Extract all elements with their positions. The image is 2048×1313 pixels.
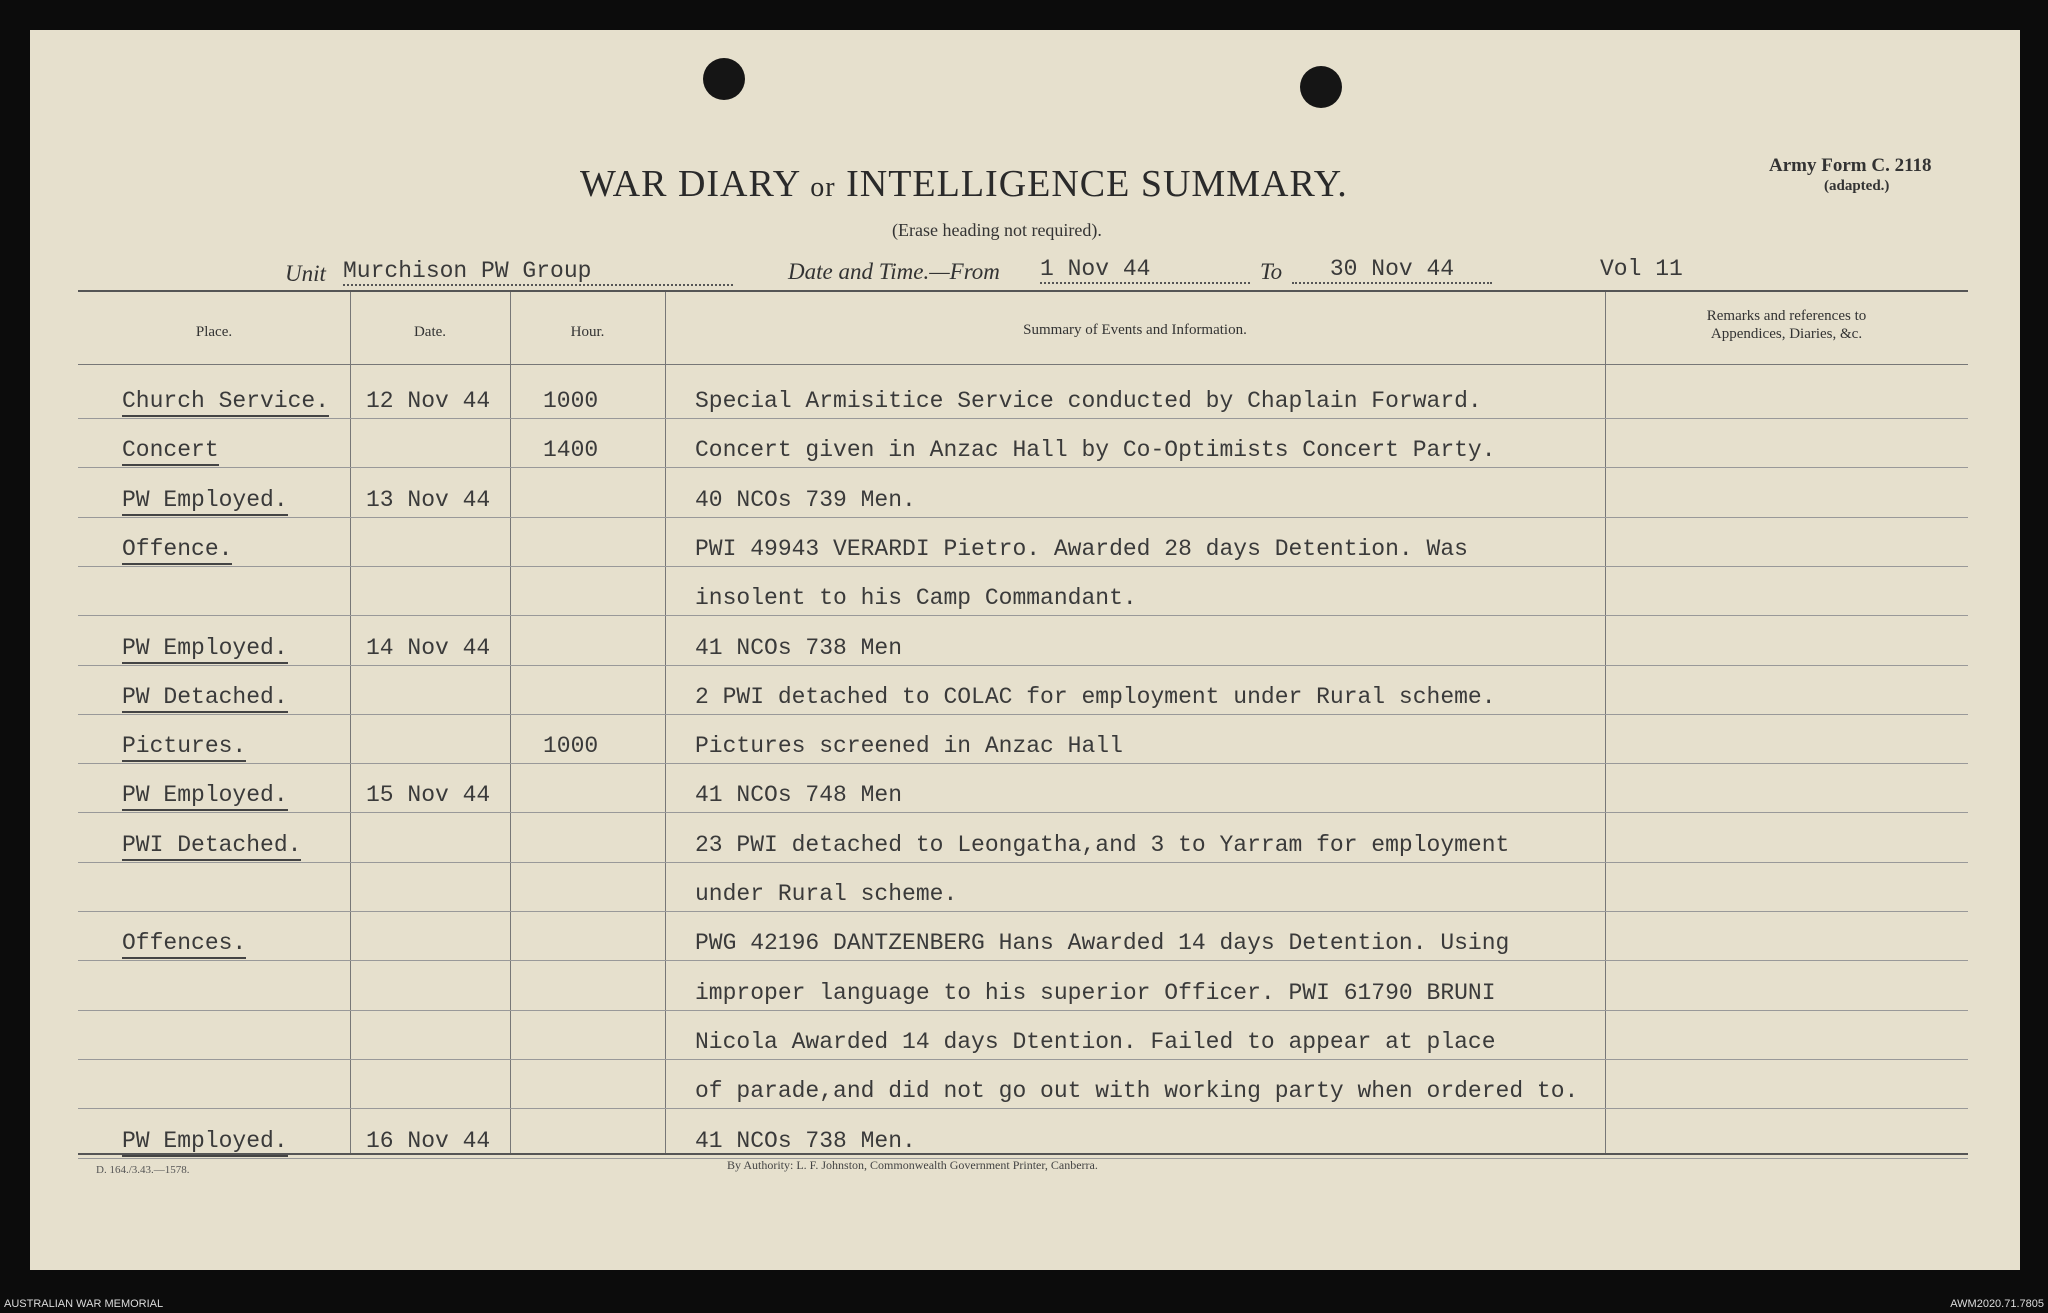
date-cell (366, 1128, 490, 1154)
col-divider-3 (665, 292, 666, 1153)
place-cell-text: PW Detached. (122, 684, 288, 713)
summary-cell-text: 41 NCOs 738 Men (695, 635, 903, 661)
summary-cell (695, 487, 916, 513)
row-rule (78, 517, 1968, 518)
row-rule (78, 1010, 1968, 1011)
col-header-date: Date. (413, 324, 447, 340)
summary-cell (695, 536, 1468, 562)
row-rule (78, 615, 1968, 616)
col-divider-4 (1605, 292, 1606, 1153)
footer-archive-right: AWM2020.71.7805 (1950, 1298, 2044, 1310)
date-cell-text: 13 Nov 44 (366, 487, 491, 513)
col-divider-2 (510, 292, 511, 1153)
summary-cell-text: 41 NCOs 748 Men (695, 782, 903, 808)
document-page (30, 30, 2020, 1270)
place-cell (122, 487, 288, 513)
summary-cell-text: under Rural scheme. (695, 881, 958, 907)
place-cell (122, 388, 329, 414)
row-rule (78, 566, 1968, 567)
hour-cell (543, 388, 598, 414)
date-cell-text: 14 Nov 44 (366, 635, 491, 661)
date-label: Date and Time.—From (788, 259, 1000, 284)
place-cell-text: Pictures. (122, 733, 246, 762)
place-cell-text: Concert (122, 437, 219, 466)
summary-cell (695, 930, 1509, 956)
army-form: Army Form C. 2118 (1769, 155, 1932, 176)
place-cell (122, 684, 288, 710)
date-cell-text: 12 Nov 44 (366, 388, 491, 414)
summary-cell (695, 1078, 1578, 1104)
hour-cell-text: 1000 (543, 733, 599, 759)
col-header-hour: Hour. (570, 324, 605, 340)
date-cell (366, 388, 490, 414)
place-cell-text: Offences. (122, 930, 246, 959)
summary-cell (695, 388, 1482, 414)
row-rule (78, 960, 1968, 961)
place-cell (122, 733, 246, 759)
place-cell (122, 782, 288, 808)
place-cell (122, 930, 246, 956)
footer-authority: By Authority: L. F. Johnston, Commonwealth Government Printer, Canberra. (727, 1158, 1098, 1172)
row-rule (78, 1059, 1968, 1060)
place-cell-text: PW Employed. (122, 635, 288, 664)
summary-cell-text: of parade,and did not go out with working party when ordered to. (695, 1078, 1579, 1104)
summary-cell (695, 1029, 1496, 1055)
place-cell-text: PWI Detached. (122, 832, 301, 861)
summary-cell (695, 635, 902, 661)
table-bottom-rule (78, 1153, 1968, 1155)
row-rule (78, 665, 1968, 666)
punch-hole-left (703, 58, 745, 100)
summary-cell (695, 437, 1496, 463)
summary-cell-text: 2 PWI detached to COLAC for employment under Rural scheme. (695, 684, 1496, 710)
summary-cell-text: Concert given in Anzac Hall by Co-Optimists Concert Party. (695, 437, 1496, 463)
summary-cell (695, 782, 902, 808)
row-rule (78, 812, 1968, 813)
col-header-place: Place. (195, 324, 233, 340)
date-from: 1 Nov 44 (1040, 256, 1250, 284)
place-cell (122, 1128, 288, 1154)
place-cell-text: PW Employed. (122, 487, 288, 516)
footer-form-ref: D. 164./3.43.—1578. (96, 1164, 190, 1176)
hour-cell (543, 733, 598, 759)
hour-cell (543, 437, 598, 463)
date-cell-text: 16 Nov 44 (366, 1128, 491, 1154)
place-cell-text: Offence. (122, 536, 232, 565)
summary-cell-text: insolent to his Camp Commandant. (695, 585, 1137, 611)
col-header-remarks-line2: Appendices, Diaries, &c. (1710, 326, 1863, 342)
summary-cell (695, 733, 1123, 759)
hour-cell-text: 1400 (543, 437, 599, 463)
row-rule (78, 467, 1968, 468)
summary-cell (695, 1128, 916, 1154)
header-bottom-rule (78, 364, 1968, 365)
place-cell-text: PW Employed. (122, 782, 288, 811)
place-cell (122, 536, 232, 562)
to-label: To (1260, 259, 1283, 284)
col-divider-1 (350, 292, 351, 1153)
row-rule (78, 1108, 1968, 1109)
summary-cell (695, 585, 1137, 611)
place-cell (122, 635, 288, 661)
summary-cell (695, 881, 957, 907)
title-part1: WAR DIARY (580, 163, 800, 205)
summary-cell-text: improper language to his superior Officer. PWI 61790 BRUNI (695, 980, 1496, 1006)
summary-cell-text: Special Armisitice Service conducted by Chaplain Forward. (695, 388, 1482, 414)
row-rule (78, 911, 1968, 912)
volume: Vol 11 (1600, 256, 1683, 282)
date-cell (366, 782, 490, 808)
summary-cell-text: 23 PWI detached to Leongatha,and 3 to Yarram for employment (695, 832, 1510, 858)
summary-cell (695, 980, 1496, 1006)
date-cell-text: 15 Nov 44 (366, 782, 491, 808)
title-or: or (810, 172, 836, 203)
hour-cell-text: 1000 (543, 388, 599, 414)
summary-cell (695, 832, 1509, 858)
army-form-adapted: (adapted.) (1824, 178, 1890, 194)
place-cell (122, 832, 301, 858)
unit-label: Unit (285, 261, 326, 286)
summary-cell-text: PWI 49943 VERARDI Pietro. Awarded 28 days Detention. Was (695, 536, 1468, 562)
page-title (580, 162, 1348, 206)
date-to: 30 Nov 44 (1292, 256, 1492, 284)
punch-hole-right (1300, 66, 1342, 108)
summary-cell-text: PWG 42196 DANTZENBERG Hans Awarded 14 days Detention. Using (695, 930, 1510, 956)
table-top-rule (78, 290, 1968, 292)
row-rule (78, 714, 1968, 715)
col-header-remarks-line1: Remarks and references to (1706, 308, 1867, 324)
footer-archive-left: AUSTRALIAN WAR MEMORIAL (4, 1298, 164, 1310)
row-rule (78, 763, 1968, 764)
place-cell-text: Church Service. (122, 388, 329, 417)
title-part2: INTELLIGENCE SUMMARY. (846, 163, 1348, 205)
place-cell-text: PW Employed. (122, 1128, 288, 1157)
summary-cell-text: 41 NCOs 738 Men. (695, 1128, 916, 1154)
summary-cell-text: Nicola Awarded 14 days Dtention. Failed to appear at place (695, 1029, 1496, 1055)
summary-cell-text: 40 NCOs 739 Men. (695, 487, 916, 513)
row-rule (78, 862, 1968, 863)
place-cell (122, 437, 219, 463)
date-cell (366, 635, 490, 661)
unit-value: Murchison PW Group (343, 258, 733, 286)
erase-note: (Erase heading not required). (892, 220, 1102, 240)
summary-cell (695, 684, 1496, 710)
row-rule (78, 418, 1968, 419)
date-cell (366, 487, 490, 513)
summary-cell-text: Pictures screened in Anzac Hall (695, 733, 1123, 759)
col-header-summary: Summary of Events and Information. (1023, 322, 1247, 338)
